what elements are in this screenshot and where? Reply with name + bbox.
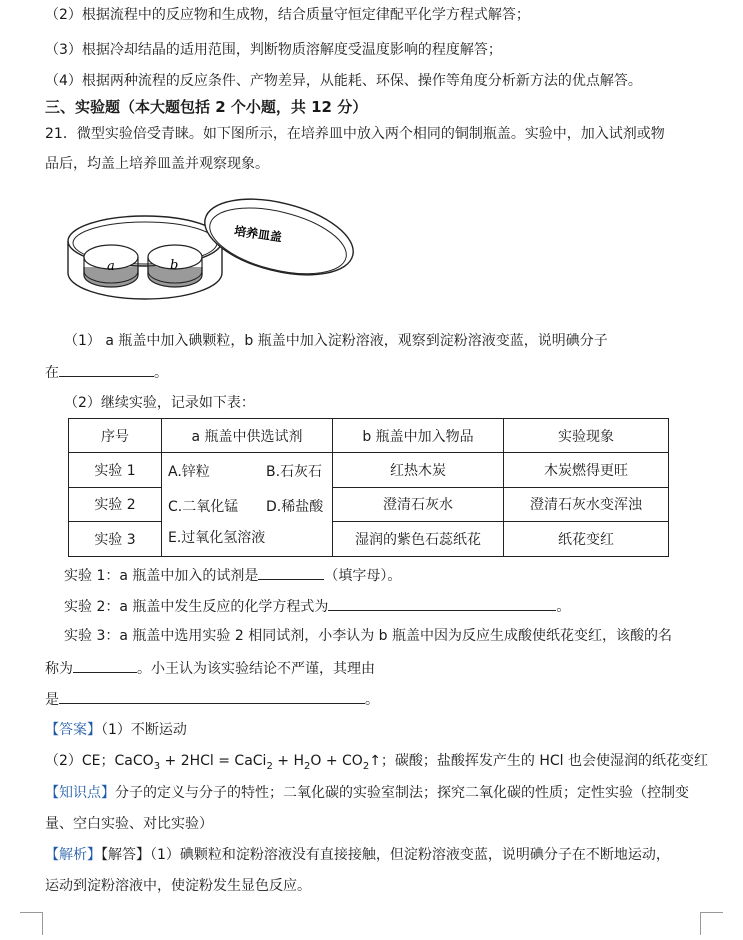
cap-a-label: a (107, 259, 115, 274)
cap-b-label: b (170, 258, 179, 273)
text-line-4: （4）根据两种流程的反应条件、产物差异，从能耗、环保、操作等角度分析新方法的优点解答。 (45, 73, 642, 89)
reagent-e: E.过氧化氢溶液 (168, 530, 266, 546)
table-header-row (69, 419, 669, 453)
question-stem (45, 124, 665, 144)
petri-dish-figure (64, 185, 364, 315)
stem-line-1: 21．微型实验倍受青睐。如下图所示，在培养皿中放入两个相同的铜制瓶盖。实验中，加入试剂或物 (45, 126, 665, 142)
row-id: 实验 3 (69, 522, 162, 557)
row-phenomenon: 纸花变红 (504, 522, 669, 557)
experiment-1-question: 实验 1：a 瓶盖中加入的试剂是 （填字母）。 (64, 564, 401, 586)
reagent-b: B.石灰石 (266, 464, 323, 480)
knowledge-label: 【知识点】 (45, 785, 115, 801)
row-item: 湿润的紫色石蕊纸花 (333, 522, 504, 557)
reagent-options-cell (162, 453, 333, 557)
experiment-2-question: 实验 2：a 瓶盖中发生反应的化学方程式为 。 (64, 595, 570, 617)
text-line-3: （3）根据冷却结晶的适用范围，判断物质溶解度受温度影响的程度解答； (45, 42, 502, 58)
answer-blank-3[interactable] (328, 595, 556, 611)
experiment-3-question-3: 是 。 (45, 688, 379, 710)
header-cell: a 瓶盖中供选试剂 (162, 419, 333, 453)
solution-label: 【解答】 (101, 847, 150, 863)
experiment-table (68, 418, 669, 557)
row-id: 实验 2 (69, 487, 162, 522)
table-row (69, 453, 669, 488)
text-line-2: （2）根据流程中的反应物和生成物，结合质量守恒定律配平化学方程式解答； (45, 7, 530, 23)
knowledge-line-2: 量、空白实验、对比实验） (45, 816, 213, 832)
experiment-3-question-2: 称为 。小王认为该实验结论不严谨，其理由 (45, 657, 375, 679)
row-id: 实验 1 (69, 453, 162, 488)
answer-label: 【答案】 (45, 722, 101, 738)
answer-blank-1[interactable] (59, 361, 154, 377)
row-item: 澄清石灰水 (333, 487, 504, 522)
question-stem-2: 品后，均盖上培养皿盖并观察现象。 (45, 156, 269, 172)
page-corner-mark-right (700, 912, 723, 935)
answer-blank-2[interactable] (258, 564, 324, 580)
reagent-d: D.稀盐酸 (266, 499, 324, 515)
table-row (69, 487, 669, 522)
section-title: 三、实验题（本大题包括 2 个小题，共 12 分） (45, 98, 368, 116)
row-phenomenon: 木炭燃得更旺 (504, 453, 669, 488)
sub-question-1: （1） a 瓶盖中加入碘颗粒，b 瓶盖中加入淀粉溶液，观察到淀粉溶液变蓝，说明碘分子 (64, 333, 608, 349)
header-cell: 实验现象 (504, 419, 669, 453)
table-row (69, 522, 669, 557)
row-phenomenon: 澄清石灰水变浑浊 (504, 487, 669, 522)
analysis-line-2: 运动到淀粉溶液中，使淀粉发生显色反应。 (45, 878, 311, 894)
lid-label: 培养皿盖 (233, 223, 283, 245)
sub-question-2: （2）继续实验，记录如下表： (64, 395, 255, 411)
answer-blank-5[interactable] (59, 688, 365, 704)
analysis-section: 【解析】【解答】（1）碘颗粒和淀粉溶液没有直接接触，但淀粉溶液变蓝，说明碘分子在不断地运动， (45, 847, 670, 863)
row-item: 红热木炭 (333, 453, 504, 488)
header-cell: b 瓶盖中加入物品 (333, 419, 504, 453)
reagent-c: C.二氧化锰 (168, 499, 239, 515)
answer-2: （2）CE；CaCO$_3$ + 2HCl = CaCi$_2$ + $H_2O$ + $CO_2↑$；碳酸；盐酸挥发产生的 HCl 也会使湿润的纸花变红 (45, 753, 709, 772)
answer-blank-4[interactable] (73, 657, 137, 673)
answer-section (45, 720, 187, 740)
analysis-label: 【解析】 (45, 847, 101, 863)
answer-1: （1）不断运动 (101, 722, 187, 738)
reagent-a: A.锌粒 (168, 464, 210, 480)
page-corner-mark-left (20, 912, 43, 935)
knowledge-section: 【知识点】分子的定义与分子的特性；二氧化碳的实验室制法；探究二氧化碳的性质；定性实验（控制变 (45, 785, 689, 801)
header-cell: 序号 (69, 419, 162, 453)
experiment-3-question: 实验 3：a 瓶盖中选用实验 2 相同试剂，小李认为 b 瓶盖中因为反应生成酸使纸花变红，该酸的名 (64, 628, 672, 644)
sub-question-1-blank-line: 在 。 (45, 361, 168, 383)
